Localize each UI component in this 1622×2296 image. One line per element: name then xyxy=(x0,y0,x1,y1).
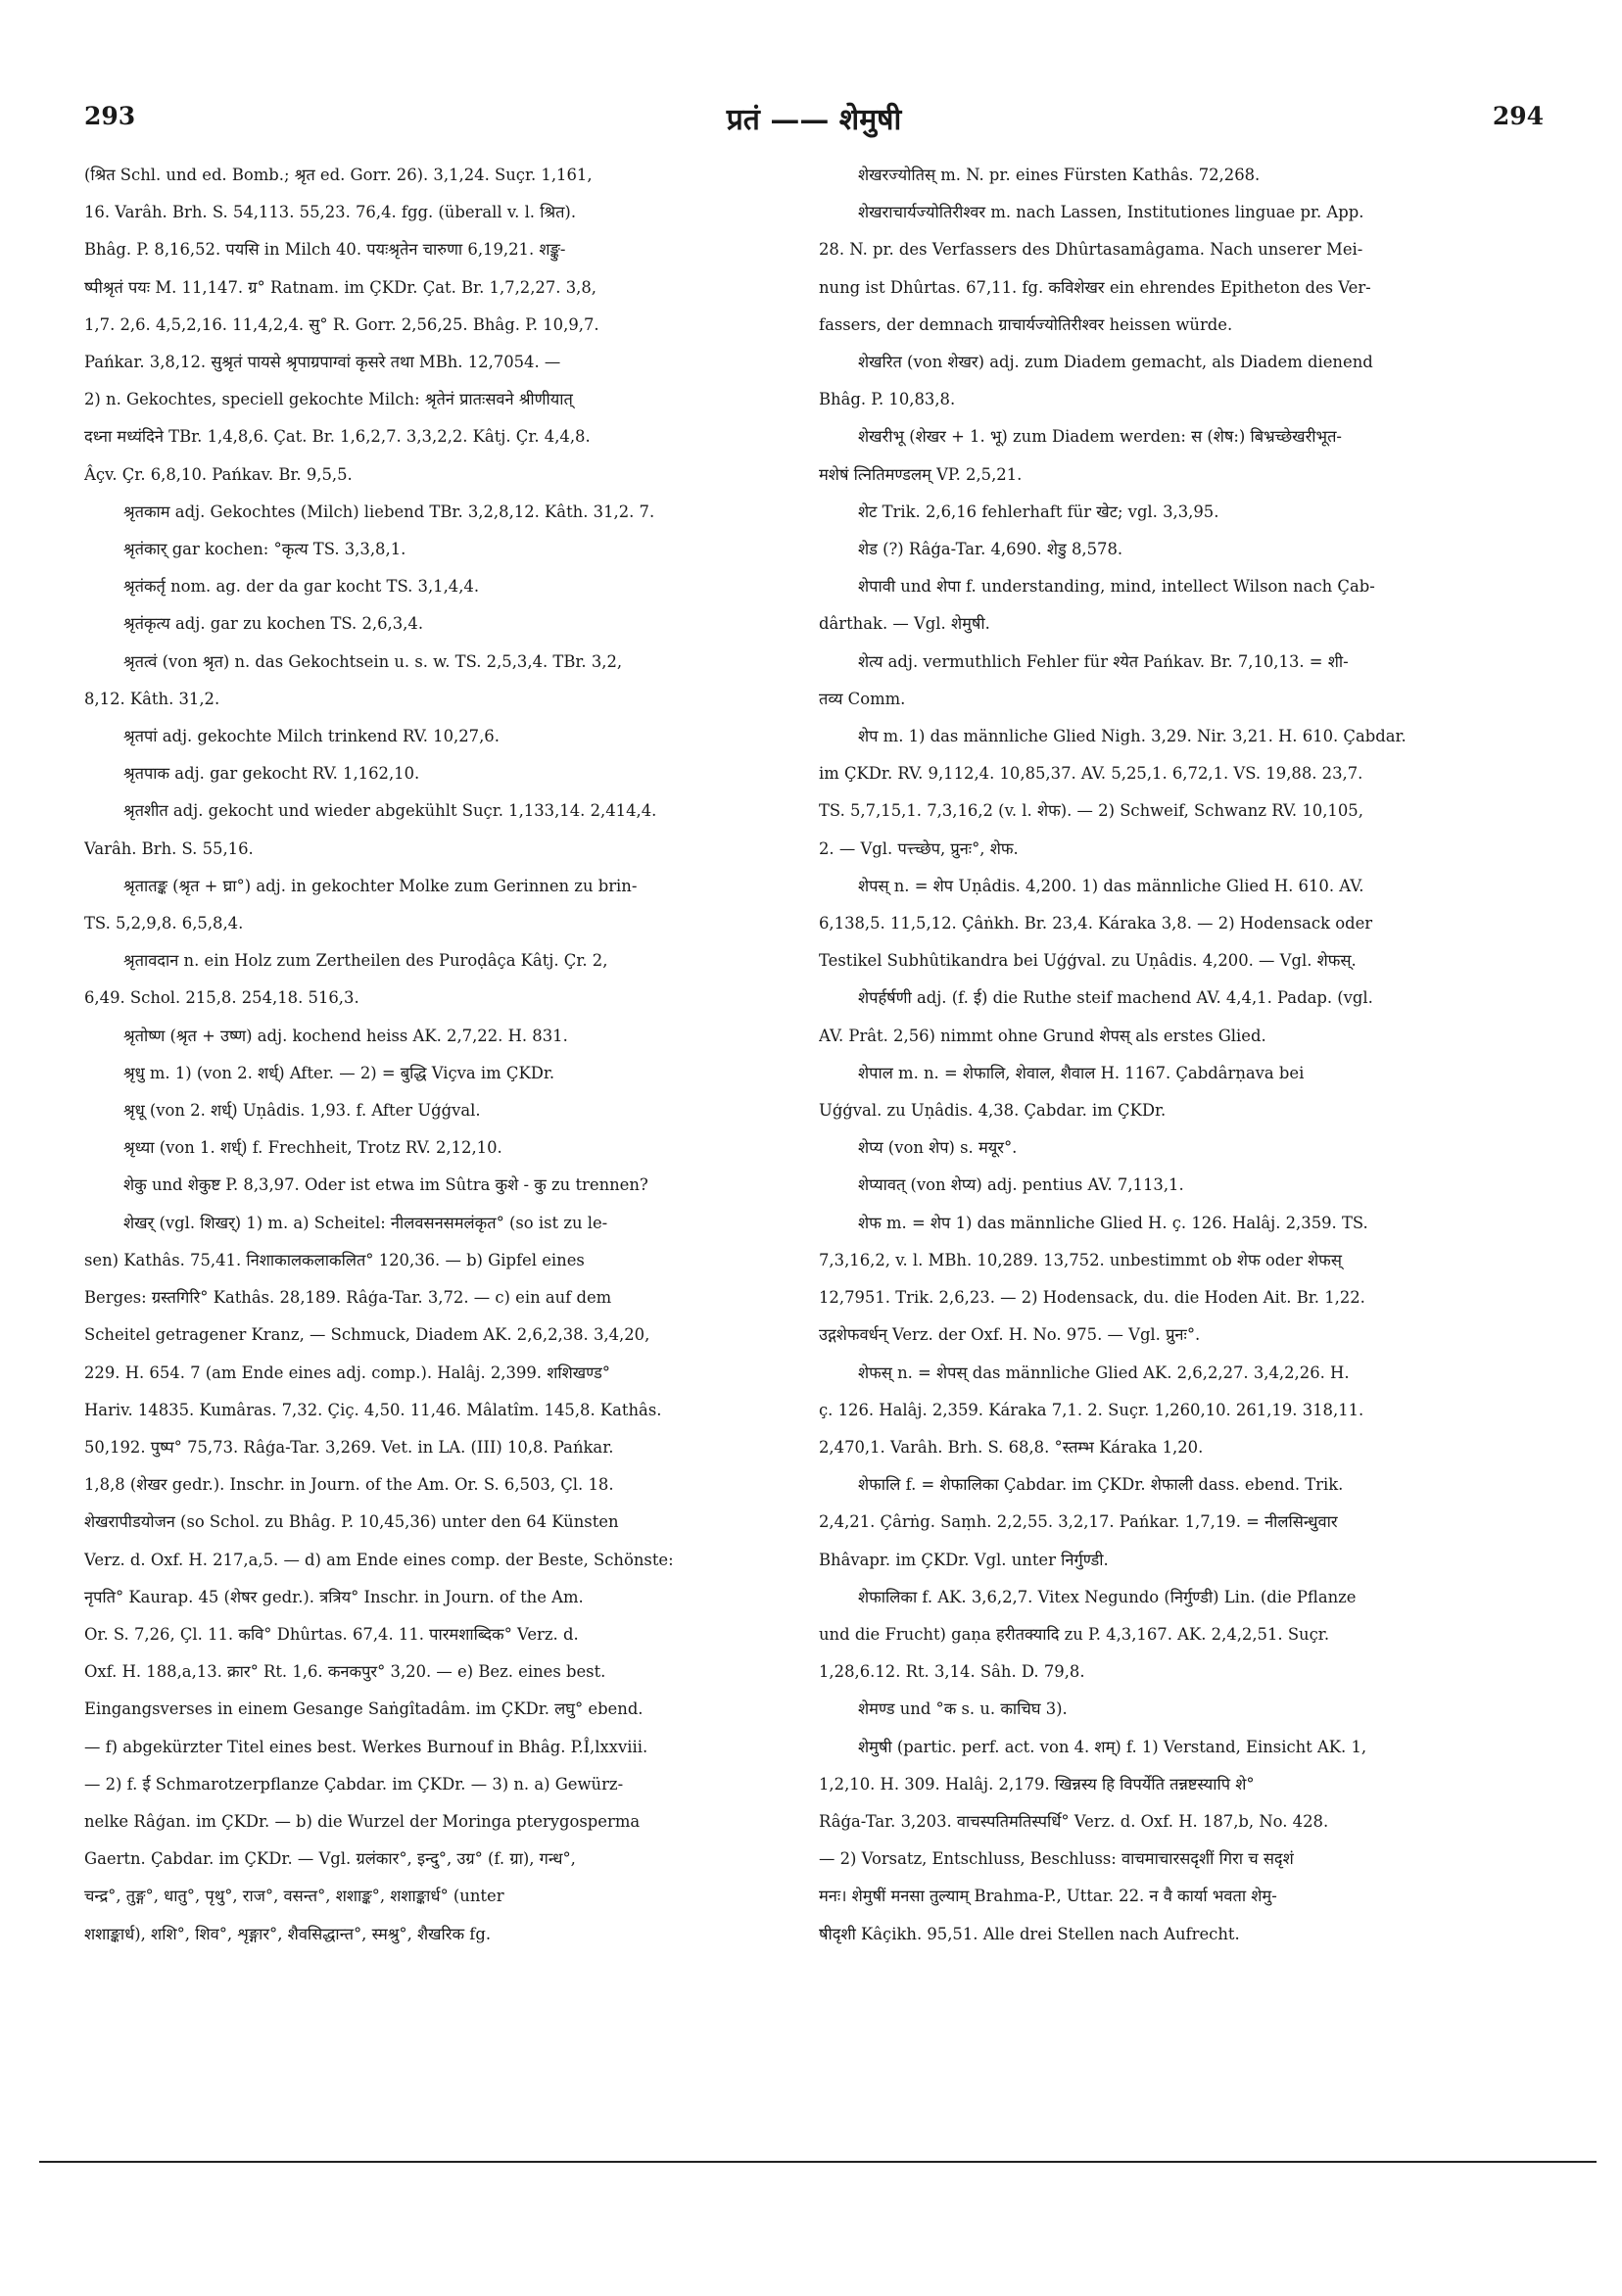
text-line: शेपर्हर्षणी adj. (f. ई) die Ruthe steif machend AV. 4,4,1. Padap. (vgl. xyxy=(858,988,1373,1008)
text-line: Bhâg. P. 8,16,52. पयसि in Milch 40. पयःश्रृतेन चारुणा 6,19,21. शङ्कु- xyxy=(84,240,566,260)
text-line: Uģģval. zu Uṇâdis. 4,38. Çabdar. im ÇKDr. xyxy=(819,1101,1167,1121)
text-line: Berges: ग्रस्तगिरि° Kathâs. 28,189. Râģa-Tar. 3,72. — c) ein auf dem xyxy=(84,1288,612,1308)
text-line: श्रृध्या (von 1. शर्ध्) f. Frechheit, Trotz RV. 2,12,10. xyxy=(123,1138,502,1158)
page-number-left: 293 xyxy=(84,102,136,130)
text-line: शेखरित (von शेखर) adj. zum Diadem gemacht, als Diadem dienend xyxy=(858,353,1373,372)
text-line: शेफालिका f. AK. 3,6,2,7. Vitex Negundo (निर्गुण्डी) Lin. (die Pflanze xyxy=(858,1587,1357,1606)
text-line: im ÇKDr. RV. 9,112,4. 10,85,37. AV. 5,25,1. 6,72,1. VS. 19,88. 23,7. xyxy=(819,764,1363,784)
text-line: TS. 5,7,15,1. 7,3,16,2 (v. l. शेफ). — 2) Schweif, Schwanz RV. 10,105, xyxy=(819,801,1363,821)
text-line: चन्द्र°, तुङ्ग°, धातु°, पृथु°, राज°, वसन्त°, शशाङ्क°, शशाङ्कार्ध° (unter xyxy=(84,1887,504,1906)
text-line: nelke Râģan. im ÇKDr. — b) die Wurzel der Moringa pterygosperma xyxy=(84,1811,641,1831)
text-line: शेप्यावत् (von शेप्य) adj. pentius AV. 7,113,1. xyxy=(858,1175,1184,1195)
text-line: 1,2,10. H. 309. Halâj. 2,179. खिन्नस्य हि विपर्येति तन्नष्टस्यापि शे° xyxy=(819,1774,1255,1794)
text-line: — f) abgekürzter Titel eines best. Werkes Burnouf in Bhâg. P.Î,lxxviii. xyxy=(84,1737,648,1756)
text-line: und die Frucht) gaṇa हरीतक्यादि zu P. 4,3,167. AK. 2,4,2,51. Suçr. xyxy=(819,1624,1330,1644)
text-line: 50,192. पुष्प° 75,73. Râģa-Tar. 3,269. Vet. in LA. (III) 10,8. Pańkar. xyxy=(84,1437,614,1457)
text-line: शेखरज्योतिस् m. N. pr. eines Fürsten Kathâs. 72,268. xyxy=(858,166,1261,184)
text-line: Gaertn. Çabdar. im ÇKDr. — Vgl. ग्रलंकार°, इन्दु°, उग्र° (f. ग्रा), गन्ध°, xyxy=(84,1849,576,1869)
text-line: AV. Prât. 2,56) nimmt ohne Grund शेपस् als erstes Glied. xyxy=(819,1026,1266,1045)
text-line: नृपति° Kaurap. 45 (शेषर gedr.). त्रत्रिय° Inschr. in Journ. of the Am. xyxy=(84,1587,584,1606)
text-line: 8,12. Kâth. 31,2. xyxy=(84,689,220,708)
text-line: 6,49. Schol. 215,8. 254,18. 516,3. xyxy=(84,988,359,1008)
text-line: उद्गशेफवर्धन् Verz. der Oxf. H. No. 975. — Vgl. प्रुनः°. xyxy=(819,1325,1201,1345)
text-line: 7,3,16,2, v. l. MBh. 10,289. 13,752. unbestimmt ob शेफ oder शेफस् xyxy=(819,1250,1342,1269)
text-line: Hariv. 14835. Kumâras. 7,32. Çiç. 4,50. 11,46. Mâlatîm. 145,8. Kathâs. xyxy=(84,1400,662,1419)
text-line: शेकु und शेकुष्ट P. 8,3,97. Oder ist etwa im Sûtra कुशे - कु zu trennen? xyxy=(123,1175,648,1195)
running-title: प्रतं —— शेमुषी xyxy=(726,103,902,137)
text-line: 2) n. Gekochtes, speciell gekochte Milch: श्रृतेनं प्रातःसवने श्रीणीयात् xyxy=(84,390,573,409)
text-line: 28. N. pr. des Verfassers des Dhûrtasamâgama. Nach unserer Mei- xyxy=(819,240,1363,260)
text-line: dârthak. — Vgl. शेमुषी. xyxy=(819,614,990,634)
text-line: 229. H. 654. 7 (am Ende eines adj. comp.). Halâj. 2,399. शशिखण्ड° xyxy=(84,1363,610,1382)
text-line: शशाङ्कार्ध), शशि°, शिव°, शृङ्गार°, शैवसिद्धान्त°, स्मश्रु°, शैखरिक fg. xyxy=(84,1924,492,1943)
text-line: Eingangsverses in einem Gesange Saṅgîtadâm. im ÇKDr. लघु° ebend. xyxy=(84,1699,644,1719)
text-line: शेफस् n. = शेपस् das männliche Glied AK. 2,6,2,27. 3,4,2,26. H. xyxy=(858,1363,1350,1382)
text-line: शेपाल m. n. = शेफालि, शेवाल, शैवाल H. 1167. Çabdârṇava bei xyxy=(858,1063,1305,1082)
text-line: शेट Trik. 2,6,16 fehlerhaft für खेट; vgl. 3,3,95. xyxy=(858,502,1219,521)
text-line: श्रृतपाक adj. gar gekocht RV. 1,162,10. xyxy=(123,764,420,784)
text-line: शेत्य adj. vermuthlich Fehler für श्येत Pańkav. Br. 7,10,13. = शी- xyxy=(858,651,1349,671)
text-line: 6,138,5. 11,5,12. Çâṅkh. Br. 23,4. Káraka 3,8. — 2) Hodensack oder xyxy=(819,914,1373,933)
text-line: 2. — Vgl. पत्त्च्छेप, प्रुनः°, शेफ. xyxy=(819,838,1019,858)
text-line: मशेषं त्नितिमण्डलम् VP. 2,5,21. xyxy=(819,464,1023,484)
text-line: शेखर् (vgl. शिखर्) 1) m. a) Scheitel: नीलवसनसमलंकृत° (so ist zu le- xyxy=(123,1213,608,1232)
text-line: श्रृतावदान n. ein Holz zum Zertheilen des Puroḍâça Kâtj. Çr. 2, xyxy=(123,951,608,971)
text-line: शेड (?) Râģa-Tar. 4,690. शेडु 8,578. xyxy=(858,540,1123,559)
text-line: 1,28,6.12. Rt. 3,14. Sâh. D. 79,8. xyxy=(819,1662,1085,1682)
text-line: fassers, der demnach ग्राचार्यज्योतिरीश्वर heissen würde. xyxy=(819,314,1233,334)
text-line: श्रृतत्वं (von श्रृत) n. das Gekochtsein u. s. w. TS. 2,5,3,4. TBr. 3,2, xyxy=(123,651,623,671)
text-line: शेमण्ड und °क s. u. काचिघ 3). xyxy=(858,1699,1068,1719)
text-line: श्रृतशीत adj. gekocht und wieder abgekühlt Suçr. 1,133,14. 2,414,4. xyxy=(123,801,657,821)
text-line: शेखरीभू (शेखर + 1. भू) zum Diadem werden: स (शेष:) बिभ्रच्छेखरीभूत- xyxy=(858,427,1342,447)
text-line: 2,470,1. Varâh. Brh. S. 68,8. °स्तम्भ Káraka 1,20. xyxy=(819,1437,1204,1457)
text-line: Testikel Subhûtikandra bei Uģģval. zu Uṇâdis. 4,200. — Vgl. शेफस्. xyxy=(819,951,1357,971)
text-line: शेफालि f. = शेफालिका Çabdar. im ÇKDr. शेफाली dass. ebend. Trik. xyxy=(858,1475,1344,1495)
text-line: Bhâvapr. im ÇKDr. Vgl. unter निर्गुण्डी. xyxy=(819,1550,1109,1569)
text-line: 12,7951. Trik. 2,6,23. — 2) Hodensack, du. die Hoden Ait. Br. 1,22. xyxy=(819,1288,1365,1308)
text-line: Râģa-Tar. 3,203. वाचस्पतिमतिस्पर्धि° Verz. d. Oxf. H. 187,b, No. 428. xyxy=(819,1811,1329,1831)
text-line: षीदृशी Kâçikh. 95,51. Alle drei Stellen nach Aufrecht. xyxy=(819,1924,1240,1943)
text-line: Pańkar. 3,8,12. सुश्रृतं पायसे श्रृपाग्रपाग्वां कृसरे तथा MBh. 12,7054. — xyxy=(84,353,561,372)
text-line: — 2) Vorsatz, Entschluss, Beschluss: वाचमाचारसदृशीं गिरा च सदृशं xyxy=(819,1849,1294,1869)
right-column xyxy=(819,157,1550,1953)
text-line: 1,7. 2,6. 4,5,2,16. 11,4,2,4. सु° R. Gorr. 2,56,25. Bhâg. P. 10,9,7. xyxy=(84,314,599,334)
text-line: Oxf. H. 188,a,13. क्रार° Rt. 1,6. कनकपुर° 3,20. — e) Bez. eines best. xyxy=(84,1662,606,1682)
text-line: तव्य Comm. xyxy=(819,689,906,708)
text-line: श्रृधू (von 2. शर्ध्) Uṇâdis. 1,93. f. After Uģģval. xyxy=(123,1101,481,1121)
text-line: nung ist Dhûrtas. 67,11. fg. कविशेखर ein ehrendes Epitheton des Ver- xyxy=(819,277,1371,297)
text-line: Scheitel getragener Kranz, — Schmuck, Diadem AK. 2,6,2,38. 3,4,20, xyxy=(84,1325,650,1345)
text-line: TS. 5,2,9,8. 6,5,8,4. xyxy=(84,914,244,933)
text-line: मनः। शेमुषीं मनसा तुल्याम् Brahma-P., Uttar. 22. न वै कार्या भवता शेमु- xyxy=(819,1887,1277,1906)
text-line: शेपस् n. = शेप Uṇâdis. 4,200. 1) das männliche Glied H. 610. AV. xyxy=(858,876,1364,895)
text-line: श्रृतंकार् gar kochen: °कृत्य TS. 3,3,8,1. xyxy=(123,540,406,559)
text-line: दध्ना मध्यंदिने TBr. 1,4,8,6. Çat. Br. 1,6,2,7. 3,3,2,2. Kâtj. Çr. 4,4,8. xyxy=(84,427,591,447)
text-line: — 2) f. ई Schmarotzerpflanze Çabdar. im ÇKDr. — 3) n. a) Gewürz- xyxy=(84,1774,624,1794)
text-line: शेमुषी (partic. perf. act. von 4. शम्) f. 1) Verstand, Einsicht AK. 1, xyxy=(858,1737,1367,1756)
text-line: शेपावी und शेपा f. understanding, mind, intellect Wilson nach Çab- xyxy=(858,577,1375,597)
text-line: Bhâg. P. 10,83,8. xyxy=(819,390,956,409)
page-header xyxy=(84,102,1544,141)
text-line: 16. Varâh. Brh. S. 54,113. 55,23. 76,4. fgg. (überall v. l. श्रित). xyxy=(84,203,577,222)
text-line: Or. S. 7,26, Çl. 11. कवि° Dhûrtas. 67,4. 11. पारमशाब्दिक° Verz. d. xyxy=(84,1624,579,1644)
text-line: शेप्य (von शेप) s. मयूर°. xyxy=(858,1138,1018,1158)
text-line: श्रृतंकृत्य adj. gar zu kochen TS. 2,6,3,4. xyxy=(123,614,424,634)
text-line: श्रृधु m. 1) (von 2. शर्ध्) After. — 2) = बुद्धि Viçva im ÇKDr. xyxy=(123,1063,555,1082)
text-line: (श्रित Schl. und ed. Bomb.; श्रृत ed. Gorr. 26). 3,1,24. Suçr. 1,161, xyxy=(84,166,593,184)
text-line: श्रृतोष्ण (श्रृत + उष्ण) adj. kochend heiss AK. 2,7,22. H. 831. xyxy=(123,1026,568,1045)
text-line: शेखरापीडयोजन (so Schol. zu Bhâg. P. 10,45,36) unter den 64 Künsten xyxy=(84,1512,619,1532)
page-number-right: 294 xyxy=(1492,102,1544,130)
text-line: 1,8,8 (शेखर gedr.). Inschr. in Journ. of the Am. Or. S. 6,503, Çl. 18. xyxy=(84,1475,614,1495)
text-line: श्रृतंकर्तृ nom. ag. der da gar kocht TS. 3,1,4,4. xyxy=(123,577,480,597)
text-line: शेखराचार्यज्योतिरीश्वर m. nach Lassen, Institutiones linguae pr. App. xyxy=(858,203,1364,222)
text-line: श्रृतपां adj. gekochte Milch trinkend RV. 10,27,6. xyxy=(123,727,500,746)
text-line: 2,4,21. Çârṅg. Saṃh. 2,2,55. 3,2,17. Pańkar. 1,7,19. = नीलसिन्धुवार xyxy=(819,1512,1338,1532)
text-line: Verz. d. Oxf. H. 217,a,5. — d) am Ende eines comp. der Beste, Schönste: xyxy=(84,1550,674,1569)
text-line: शेप m. 1) das männliche Glied Nigh. 3,29. Nir. 3,21. H. 610. Çabdar. xyxy=(858,727,1407,746)
text-line: Âçv. Çr. 6,8,10. Pańkav. Br. 9,5,5. xyxy=(84,464,353,484)
left-column xyxy=(84,157,784,1953)
footer-rule xyxy=(39,2161,1597,2163)
text-line: sen) Kathâs. 75,41. निशाकालकलाकलित° 120,36. — b) Gipfel eines xyxy=(84,1250,585,1269)
text-line: श्रृतकाम adj. Gekochtes (Milch) liebend TBr. 3,2,8,12. Kâth. 31,2. 7. xyxy=(123,502,655,521)
text-line: ç. 126. Halâj. 2,359. Káraka 7,1. 2. Suçr. 1,260,10. 261,19. 318,11. xyxy=(819,1400,1364,1419)
text-line: शेफ m. = शेप 1) das männliche Glied H. ç. 126. Halâj. 2,359. TS. xyxy=(858,1213,1368,1232)
text-line: ष्पीश्रृतं पयः M. 11,147. ग्र° Ratnam. im ÇKDr. Çat. Br. 1,7,2,27. 3,8, xyxy=(84,277,596,297)
text-line: श्रृतातङ्क (श्रृत + घ्रा°) adj. in gekochter Molke zum Gerinnen zu brin- xyxy=(123,876,638,895)
text-line: Varâh. Brh. S. 55,16. xyxy=(84,838,254,858)
